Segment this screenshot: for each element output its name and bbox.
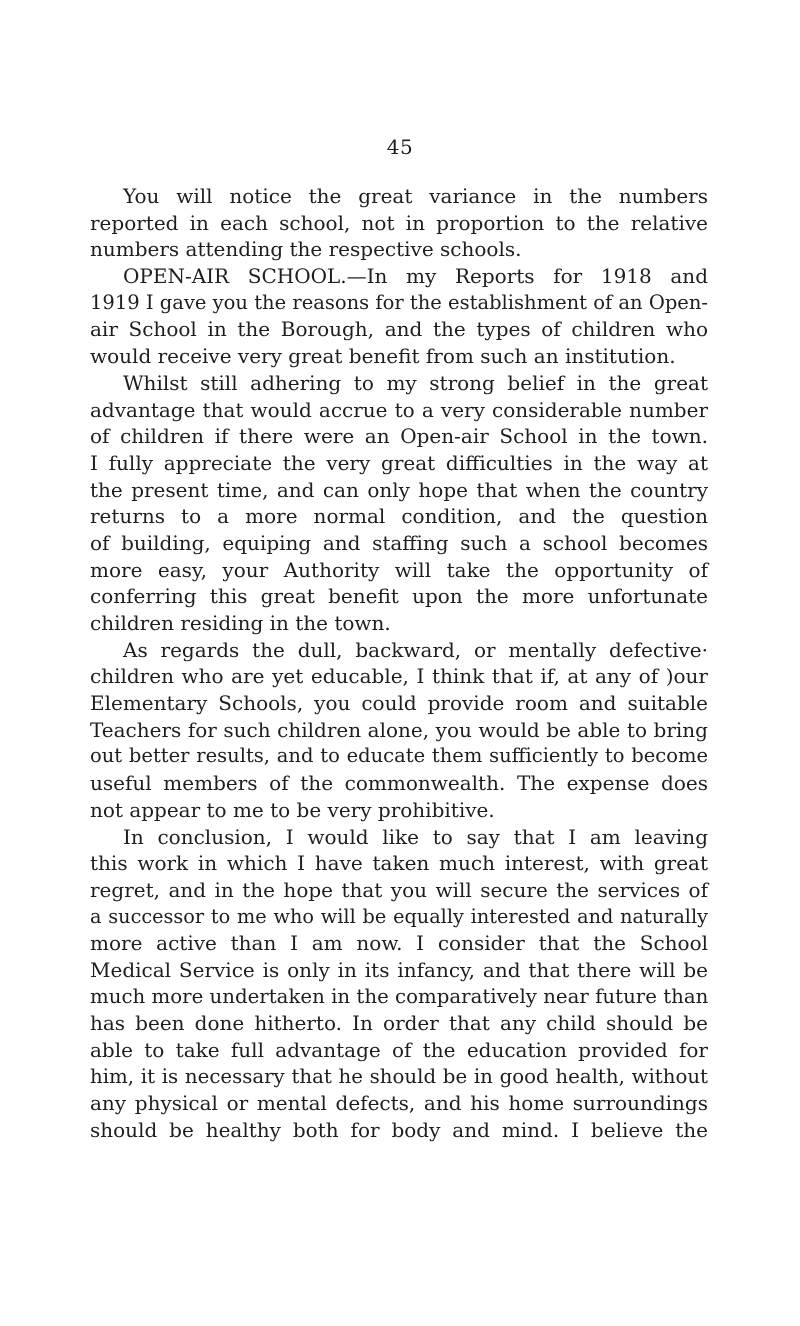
text-line: any physical or mental defects, and his home surroundings [90,1091,708,1116]
text-line: Whilst still adhering to my strong belief in the great [123,370,708,395]
text-line: Medical Service is only in its infancy, and that there will be [90,957,708,982]
text-line: more easy, your Authority will take the opportunity of [90,557,708,582]
text-line: much more undertaken in the comparatively near future than [90,984,709,1008]
text-line: As regards the dull, backward, or mentally defective· [123,637,708,662]
text-line: has been done hitherto. In order that any child should be [90,1011,708,1036]
text-line: 1919 I gave you the reasons for the establishment of an Open- [90,290,708,314]
text-line: useful members of the commonwealth. The expense does [90,771,708,796]
text-line: out better results, and to educate them sufficiently to become [90,744,708,768]
text-line: would receive very great benefit from such an institution. [90,344,676,369]
text-line: the present time, and can only hope that when the country [90,477,708,502]
text-line: You will notice the great variance in the numbers [123,184,708,208]
text-line: I fully appreciate the very great difficulties in the way at [90,450,708,475]
text-line: of building, equiping and staffing such a school becomes [90,530,708,555]
text-line: In conclusion, I would like to say that I am leaving [123,824,708,849]
text-line: returns to a more normal condition, and the question [90,504,708,529]
text-line: Elementary Schools, you could provide room and suitable [90,691,708,716]
text-line: of children if there were an Open-air School in the town. [90,424,708,449]
text-line: able to take full advantage of the education provided for [90,1038,708,1062]
text-line: children residing in the town. [90,611,391,635]
text-line: numbers attending the respective schools. [90,237,522,262]
text-line: not appear to me to be very prohibitive. [90,797,495,822]
text-line: regret, and in the hope that you will secure the services of [90,877,708,902]
text-line: a successor to me who will be equally interested and naturally [90,904,708,928]
text-line: air School in the Borough, and the types of children who [90,317,708,342]
text-line: him, it is necessary that he should be in good health, without [90,1064,708,1088]
text-line: reported in each school, not in proportion to the relative [90,210,708,235]
page-number: 45 [386,135,414,159]
text-line: advantage that would accrue to a very considerable number [90,397,708,422]
text-line: this work in which I have taken much interest, with great [90,851,708,876]
text-line: children who are yet educable, I think that if, at any of )our [90,664,708,689]
text-line: more active than I am now. I consider that the School [90,931,708,956]
text-line: Teachers for such children alone, you would be able to bring [90,717,708,742]
body-text [90,183,708,1144]
text-line: OPEN-AIR SCHOOL.—In my Reports for 1918 and [123,264,708,289]
text-line: should be healthy both for body and mind. I believe the [90,1118,708,1143]
text-line: conferring this great benefit upon the more unfortunate [90,584,708,609]
